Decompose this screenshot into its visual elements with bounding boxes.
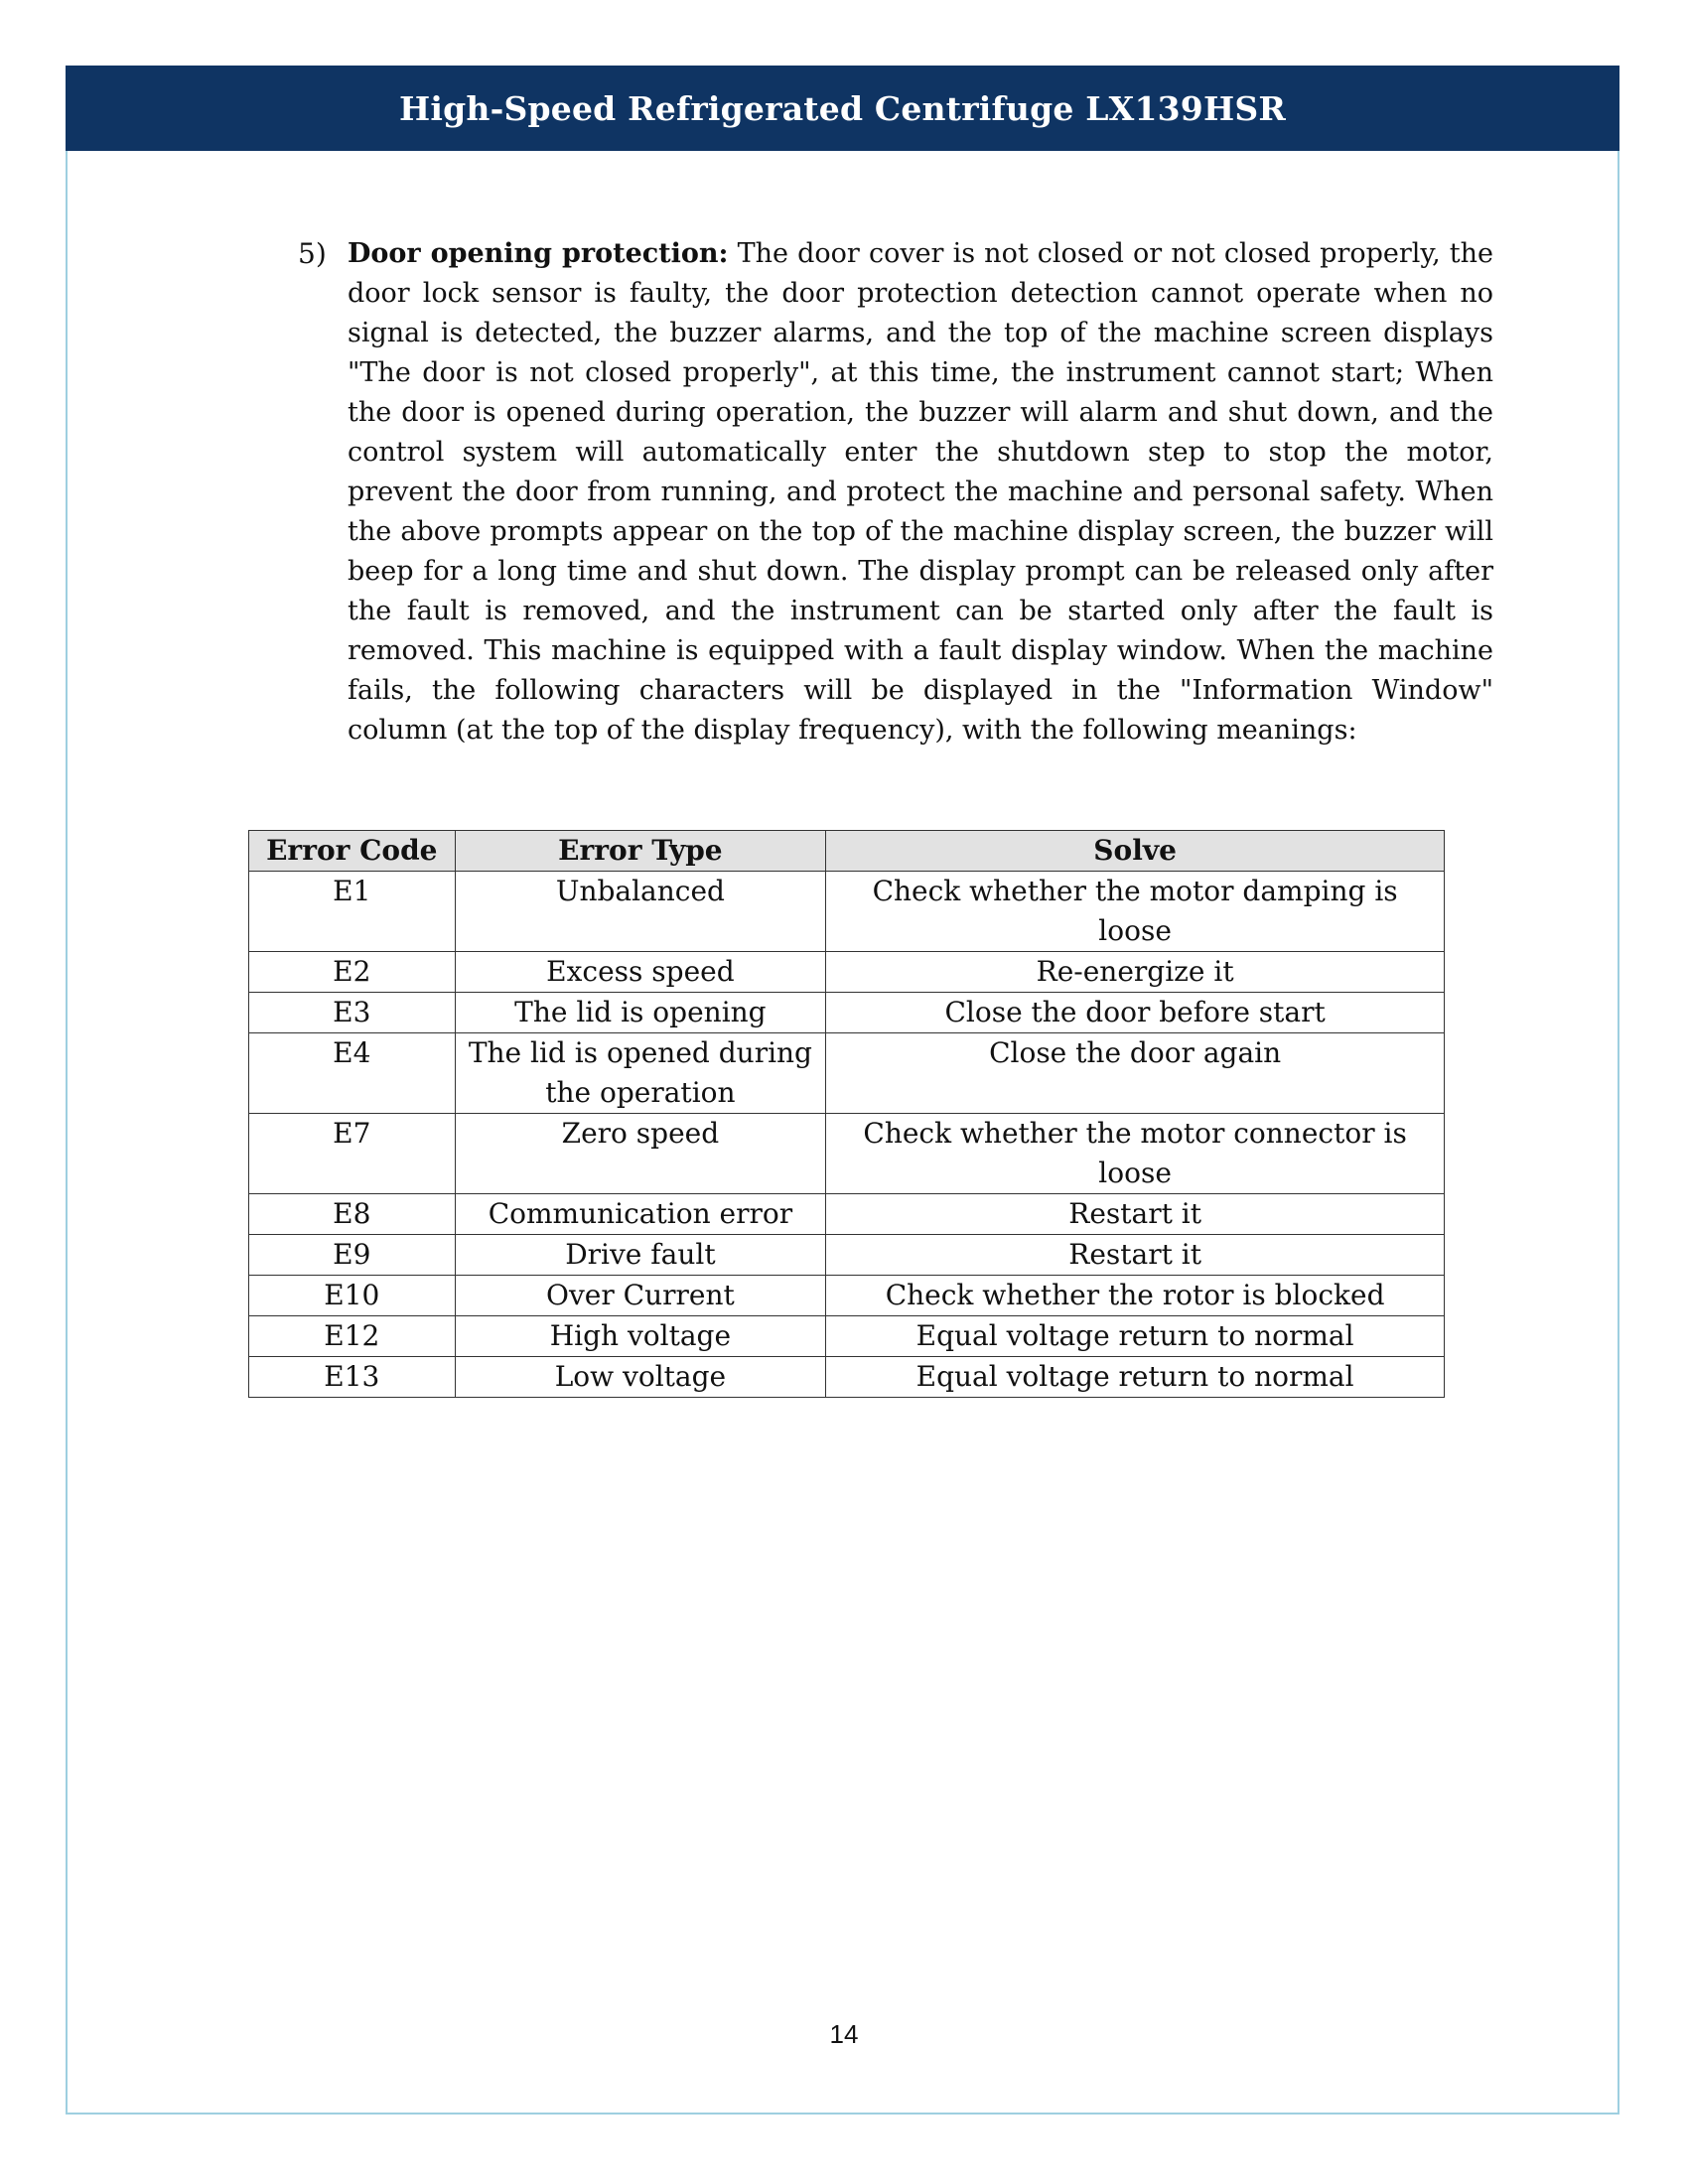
table-row: [249, 1276, 1445, 1316]
error-code-cell: E12: [249, 1316, 456, 1357]
error-type-cell: Zero speed: [455, 1114, 826, 1194]
table-row: [249, 1033, 1445, 1114]
error-code-table: [248, 830, 1445, 1398]
solve-cell: Restart it: [826, 1194, 1445, 1235]
error-code-cell: E13: [249, 1357, 456, 1398]
section-lead: Door opening protection:: [348, 238, 729, 269]
error-code-cell: E9: [249, 1235, 456, 1276]
solve-cell: Check whether the motor damping is loose: [826, 872, 1445, 952]
table-row: [249, 1316, 1445, 1357]
table-row: [249, 1114, 1445, 1194]
error-type-cell: Low voltage: [455, 1357, 826, 1398]
page-number: 14: [829, 2019, 859, 2049]
error-type-cell: Unbalanced: [455, 872, 826, 952]
error-code-cell: E2: [249, 952, 456, 993]
header-error-type: Error Type: [455, 831, 826, 872]
error-code-cell: E10: [249, 1276, 456, 1316]
solve-cell: Check whether the rotor is blocked: [826, 1276, 1445, 1316]
table-row: [249, 1235, 1445, 1276]
solve-cell: Close the door again: [826, 1033, 1445, 1114]
error-type-cell: Communication error: [455, 1194, 826, 1235]
solve-cell: Close the door before start: [826, 993, 1445, 1033]
document-title: High-Speed Refrigerated Centrifuge LX139HSR: [398, 88, 1286, 128]
table-row: [249, 1194, 1445, 1235]
solve-cell: Equal voltage return to normal: [826, 1316, 1445, 1357]
error-code-cell: E4: [249, 1033, 456, 1114]
error-code-cell: E8: [249, 1194, 456, 1235]
error-code-cell: E1: [249, 872, 456, 952]
section-number: 5): [298, 237, 327, 270]
error-type-cell: Over Current: [455, 1276, 826, 1316]
table-row: [249, 993, 1445, 1033]
error-type-cell: High voltage: [455, 1316, 826, 1357]
solve-cell: Equal voltage return to normal: [826, 1357, 1445, 1398]
solve-cell: Check whether the motor connector is loose: [826, 1114, 1445, 1194]
error-code-cell: E7: [249, 1114, 456, 1194]
section-text: The door cover is not closed or not closed properly, the door lock sensor is faulty, the door protection detection cannot operate when no signal is detected, the buzzer alarms, and the top of the machine screen displays "The door is not closed properly", at this time, the instrument cannot start; When the door is opened during operation, the buzzer will alarm and shut down, and the control system will automatically enter the shutdown step to stop the motor, prevent the door from running, and protect the machine and personal safety. When the above prompts appear on the top of the machine display screen, the buzzer will beep for a long time and shut down. The display prompt can be released only after the fault is removed, and the instrument can be started only after the fault is removed. This machine is equipped with a fault display window. When the machine fails, the following characters will be displayed in the "Information Window" column (at the top of the display frequency), with the following meanings:: [348, 238, 1493, 746]
solve-cell: Re-energize it: [826, 952, 1445, 993]
header-solve: Solve: [826, 831, 1445, 872]
document-header: [66, 66, 1619, 151]
table-row: [249, 952, 1445, 993]
table-header-row: [249, 831, 1445, 872]
error-type-cell: Excess speed: [455, 952, 826, 993]
solve-cell: Restart it: [826, 1235, 1445, 1276]
header-error-code: Error Code: [249, 831, 456, 872]
error-type-cell: The lid is opened during the operation: [455, 1033, 826, 1114]
error-type-cell: The lid is opening: [455, 993, 826, 1033]
error-type-cell: Drive fault: [455, 1235, 826, 1276]
section-paragraph: [348, 234, 1493, 751]
table-row: [249, 1357, 1445, 1398]
table-row: [249, 872, 1445, 952]
error-code-cell: E3: [249, 993, 456, 1033]
